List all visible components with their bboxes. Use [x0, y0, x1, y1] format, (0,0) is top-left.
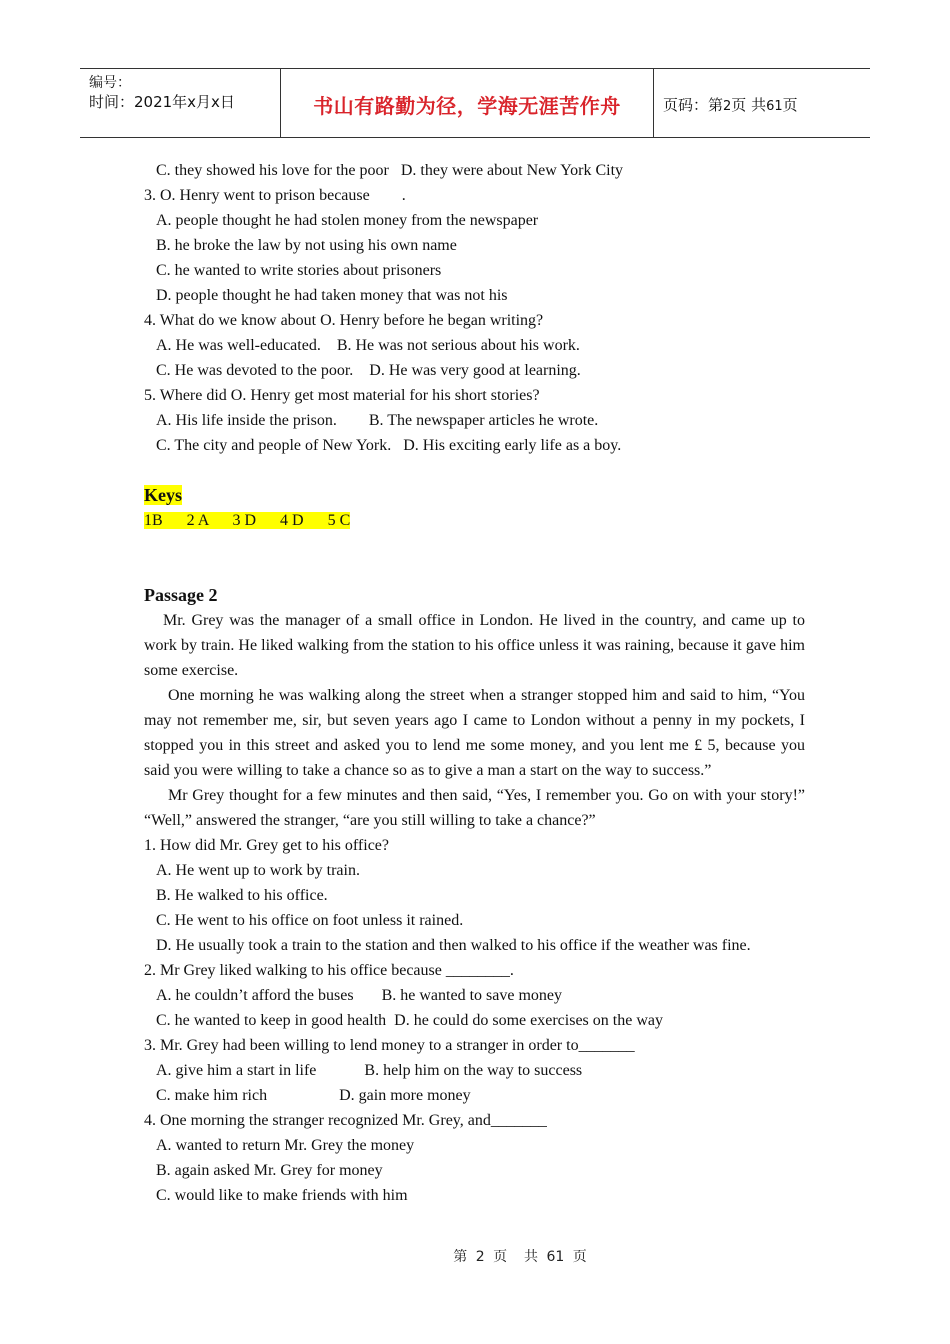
option-line: C. The city and people of New York. D. His exciting early life as a boy. [156, 437, 622, 454]
header-motto: 书山有路勤为径，学海无涯苦作舟 [313, 94, 621, 118]
keys-values-text: 1B 2 A 3 D 4 D 5 C [144, 512, 351, 529]
header-page-info [663, 94, 798, 115]
option-line: A. people thought he had stolen money from the newspaper [156, 212, 539, 229]
keys-title-text: Keys [144, 485, 182, 505]
footer-page-number [453, 1249, 586, 1265]
page-header [80, 68, 870, 138]
question-line: 3. Mr. Grey had been willing to lend money to a stranger in order to_______ [144, 1037, 635, 1054]
option-line: D. He usually took a train to the station and then walked to his office if the weather was fine. [156, 937, 751, 954]
page-total: 61 [766, 99, 783, 114]
spacer [144, 458, 805, 483]
keys-values [144, 508, 805, 533]
document-time-label: 时间：2021年x月x日 [89, 93, 235, 111]
header-motto-cell [281, 69, 654, 137]
option-line: A. His life inside the prison. B. The newspaper articles he wrote. [156, 412, 599, 429]
document-number-label: 编号： [89, 75, 131, 91]
question-line: 3. O. Henry went to prison because . [144, 187, 406, 204]
question-line: 4. One morning the stranger recognized Mr. Grey, and_______ [144, 1112, 547, 1129]
option-line: C. he wanted to write stories about prisoners [156, 262, 442, 279]
option-line: D. people thought he had taken money that was not his [156, 287, 508, 304]
option-line: B. He walked to his office. [156, 887, 328, 904]
question-line: 4. What do we know about O. Henry before he began writing? [144, 312, 544, 329]
option-line: B. again asked Mr. Grey for money [156, 1162, 383, 1179]
footer-suffix: 页 [572, 1249, 587, 1265]
question-line: 1. How did Mr. Grey get to his office? [144, 837, 389, 854]
option-line: A. wanted to return Mr. Grey the money [156, 1137, 415, 1154]
keys-title [144, 483, 805, 508]
option-line: C. He was devoted to the poor. D. He was very good at learning. [156, 362, 581, 379]
page-suffix: 页 [782, 96, 798, 114]
question-line: 5. Where did O. Henry get most material for his short stories? [144, 387, 540, 404]
footer-current: 2 [475, 1249, 485, 1265]
passage-paragraph: One morning he was walking along the street when a stranger stopped him and said to him, “You may not remember me, sir, but seven years ago I came to London without a penny in my pockets, I stopped you in this street and asked you to lend me some money, and you lent me £ 5, because you said you were willing to take a chance so as to give a man a start on the way to success.” [144, 687, 805, 779]
question-line: 2. Mr Grey liked walking to his office because ________. [144, 962, 514, 979]
footer-prefix: 第 [453, 1249, 468, 1265]
document-body [144, 158, 805, 1208]
header-page-cell [654, 69, 870, 137]
footer-mid: 页 共 [493, 1249, 538, 1265]
page-footer [0, 1246, 950, 1266]
option-line: A. He was well-educated. B. He was not serious about his work. [156, 337, 580, 354]
option-line: A. He went up to work by train. [156, 862, 360, 879]
footer-total: 61 [546, 1249, 565, 1265]
option-line: C. would like to make friends with him [156, 1187, 408, 1204]
option-line: C. He went to his office on foot unless it rained. [156, 912, 464, 929]
page-mid: 页 共 [731, 96, 767, 114]
option-line: C. he wanted to keep in good health D. he could do some exercises on the way [156, 1012, 663, 1029]
passage-title: Passage 2 [144, 585, 218, 605]
page-prefix: 页码：第 [663, 96, 724, 114]
page-current: 2 [723, 99, 732, 114]
option-line: B. he broke the law by not using his own name [156, 237, 457, 254]
option-line: A. give him a start in life B. help him on the way to success [156, 1062, 583, 1079]
option-line: A. he couldn’t afford the buses B. he wanted to save money [156, 987, 562, 1004]
option-line: C. make him rich D. gain more money [156, 1087, 471, 1104]
passage-paragraph: Mr Grey thought for a few minutes and then said, “Yes, I remember you. Go on with your story!” “Well,” answered the stranger, “are you still willing to take a chance?” [144, 787, 805, 829]
spacer [144, 533, 805, 583]
header-info-cell [80, 69, 281, 137]
option-line: C. they showed his love for the poor D. they were about New York City [156, 162, 624, 179]
passage-paragraph: Mr. Grey was the manager of a small office in London. He lived in the country, and came up to work by train. He liked walking from the station to his office unless it was raining, because it gave him some exercise. [144, 612, 805, 679]
